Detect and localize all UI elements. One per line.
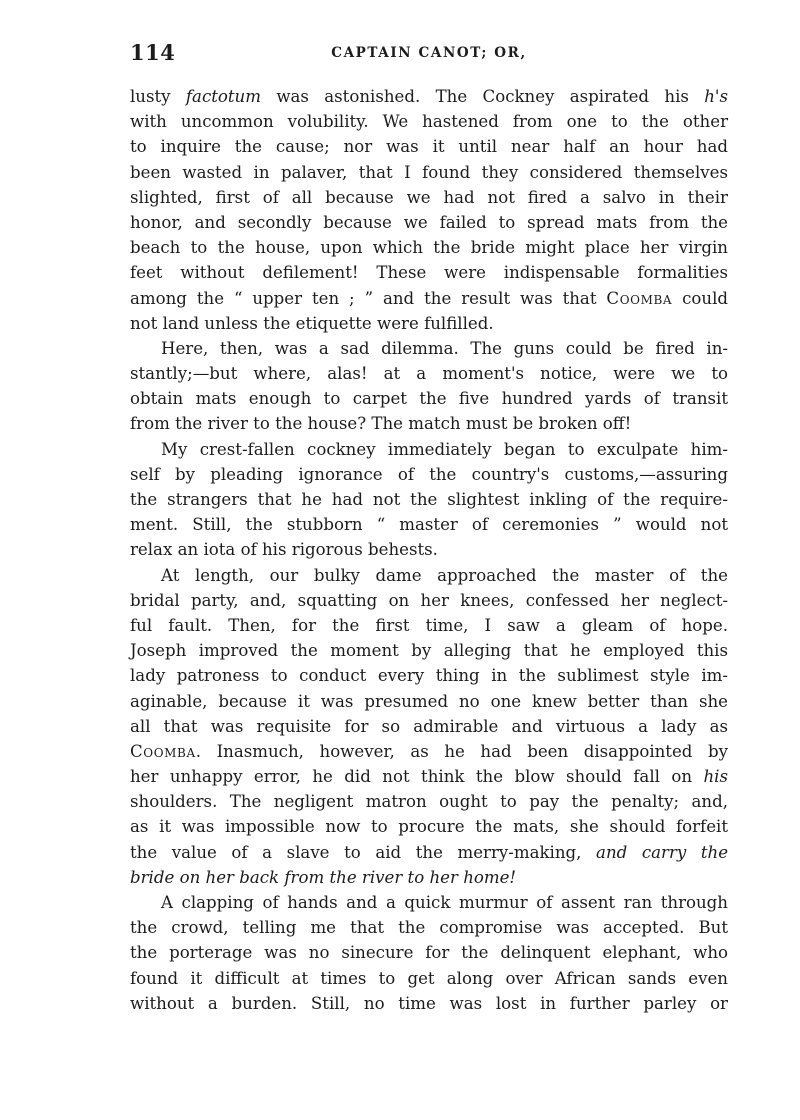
text-line [130, 210, 728, 235]
page-header [130, 40, 728, 68]
text-line [130, 235, 728, 260]
small-caps-run: Coomba [606, 288, 673, 308]
text-line [130, 789, 728, 814]
text-line [130, 134, 728, 159]
text-run: Joseph improved the moment by alleging that he employed this [130, 641, 728, 661]
text-run: . Inasmuch, however, as he had been disappointed by [195, 741, 728, 761]
text-run: obtain mats enough to carpet the five hundred yards of transit [130, 389, 728, 409]
text-run: self by pleading ignorance of the country's customs,—assuring [130, 464, 728, 484]
text-run: as it was impossible now to procure the mats, she should forfeit [130, 817, 728, 837]
text-line [130, 537, 728, 562]
text-run: aginable, because it was presumed no one knew better than she [130, 691, 728, 711]
text-run: not land unless the etiquette were fulfilled. [130, 313, 494, 333]
text-run: slighted, first of all because we had not fired a salvo in their [130, 187, 728, 207]
text-run: Here, then, was a sad dilemma. The guns could be fired in- [161, 338, 728, 358]
text-run: been wasted in palaver, that I found they considered themselves [130, 162, 728, 182]
text-line [130, 109, 728, 134]
text-run: lady patroness to conduct every thing in the sublimest style im- [130, 666, 728, 686]
text-run: could [672, 288, 728, 308]
text-line [130, 739, 728, 764]
text-line [130, 487, 728, 512]
text-run: bridal party, and, squatting on her knees, confessed her neglect- [130, 590, 728, 610]
text-line [130, 588, 728, 613]
text-line [130, 286, 728, 311]
text-line [130, 991, 728, 1016]
text-line [130, 185, 728, 210]
text-run: beach to the house, upon which the bride might place her virgin [130, 238, 728, 258]
text-line [130, 84, 728, 109]
text-run: without a burden. Still, no time was lost in further parley or [130, 993, 728, 1013]
text-run: A clapping of hands and a quick murmur of assent ran through [161, 893, 728, 912]
running-head: CAPTAIN CANOT; OR, [331, 45, 527, 61]
text-run: ment. Still, the stubborn “ master of ceremonies ” would not [130, 515, 728, 535]
text-run: honor, and secondly because we failed to spread mats from the [130, 212, 728, 232]
text-line [130, 714, 728, 739]
small-caps-run: Coomba [130, 741, 196, 761]
text-line [130, 386, 728, 411]
text-run: from the river to the house? The match must be broken off! [130, 414, 632, 434]
text-run: At length, our bulky dame approached the master of the [161, 565, 728, 585]
text-run: was astonished. The Cockney aspirated his [260, 87, 705, 106]
text-line [130, 563, 728, 588]
text-run: My crest-fallen cockney immediately began to exculpate him- [161, 439, 728, 459]
text-run: all that was requisite for so admirable and virtuous a lady as [130, 716, 728, 736]
text-run: among the “ upper ten ; ” and the result was that [130, 288, 607, 308]
text-run: her unhappy error, he did not think the blow should fall on [130, 767, 704, 787]
italic-run: and carry the [596, 842, 729, 862]
text-run: found it difficult at times to get along over African sands even [130, 968, 728, 988]
text-line [130, 311, 728, 336]
text-run: ful fault. Then, for the first time, I saw a gleam of hope. [130, 615, 728, 635]
italic-run: h's [704, 87, 729, 106]
page-number: 114 [130, 40, 176, 65]
italic-run: his [703, 767, 728, 787]
text-run: the strangers that he had not the slightest inkling of the require- [130, 490, 728, 509]
text-run: feet without defilement! These were indispensable formalities [130, 263, 728, 283]
text-line [130, 160, 728, 185]
text-line [130, 638, 728, 663]
text-line [130, 437, 728, 462]
text-run: the crowd, telling me that the compromise was accepted. But [130, 918, 728, 938]
text-run: with uncommon volubility. We hastened from one to the other [130, 112, 728, 132]
text-line [130, 512, 728, 537]
text-line [130, 462, 728, 487]
text-run: shoulders. The negligent matron ought to pay the penalty; and, [130, 792, 728, 812]
text-line [130, 260, 728, 285]
text-line [130, 336, 728, 361]
text-run: stantly;—but where, alas! at a moment's notice, were we to [130, 364, 728, 384]
text-run: relax an iota of his rigorous behests. [130, 540, 438, 560]
text-line [130, 689, 728, 714]
text-line [130, 915, 728, 940]
text-line [130, 940, 728, 965]
text-run: to inquire the cause; nor was it until near half an hour had [130, 137, 728, 157]
text-run: the value of a slave to aid the merry-making, [130, 842, 597, 862]
text-line [130, 814, 728, 839]
text-line [130, 890, 728, 915]
text-line [130, 865, 728, 890]
text-line [130, 663, 728, 688]
body-text [130, 84, 728, 1016]
text-run: lusty [130, 87, 186, 106]
text-line [130, 764, 728, 789]
text-line [130, 613, 728, 638]
italic-run: factotum [185, 87, 261, 106]
text-line [130, 361, 728, 386]
italic-run: bride on her back from the river to her home! [130, 867, 517, 887]
text-line [130, 840, 728, 865]
text-run: the porterage was no sinecure for the delinquent elephant, who [130, 943, 728, 963]
text-line [130, 966, 728, 991]
text-line [130, 411, 728, 436]
